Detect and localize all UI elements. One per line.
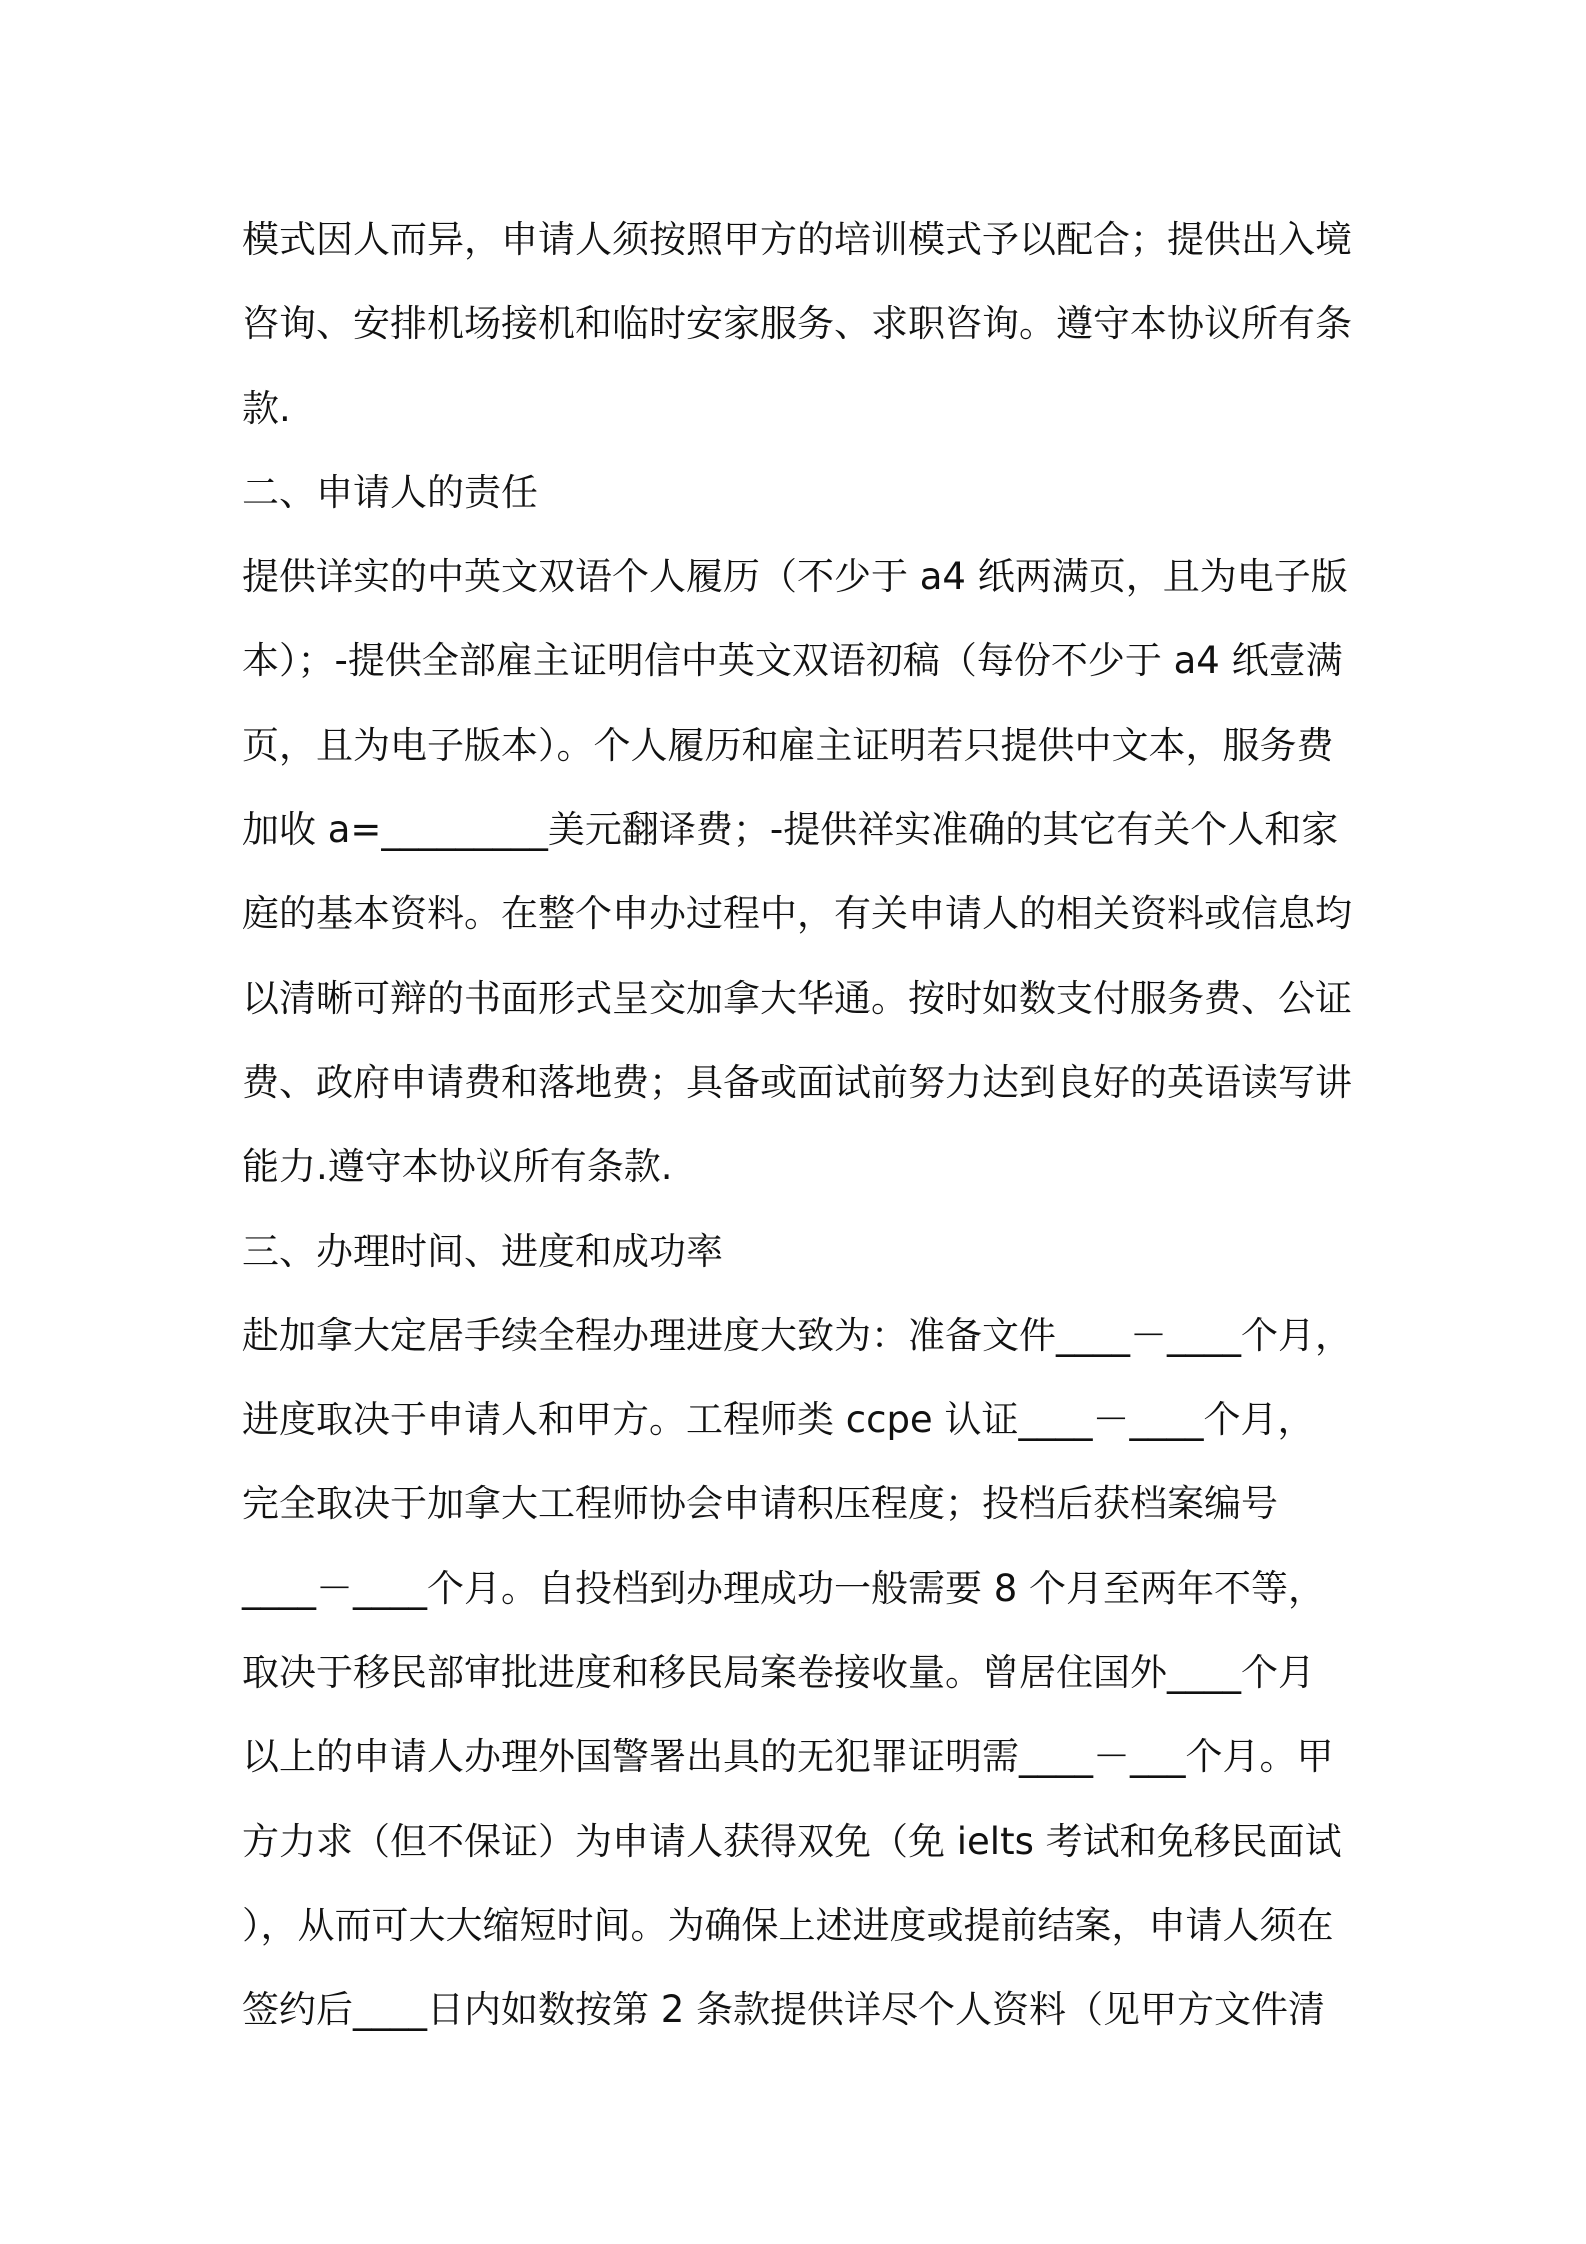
text-line: 加收 a=_________美元翻译费；-提供祥实准确的其它有关个人和家	[242, 808, 1339, 852]
text-line: 本）；-提供全部雇主证明信中英文双语初稿（每份不少于 a4 纸壹满	[242, 639, 1343, 683]
text-line: 取决于移民部审批进度和移民局案卷接收量。曾居住国外____个月	[242, 1651, 1315, 1695]
text-line: ____－____个月。自投档到办理成功一般需要 8 个月至两年不等，	[242, 1566, 1326, 1610]
text-line: 以清晰可辩的书面形式呈交加拿大华通。按时如数支付服务费、公证	[242, 976, 1352, 1020]
section-heading: 二、申请人的责任	[242, 470, 538, 514]
text-line: 咨询、安排机场接机和临时安家服务、求职咨询。遵守本协议所有条	[242, 302, 1352, 346]
text-line: 以上的申请人办理外国警署出具的无犯罪证明需____－___个月。甲	[242, 1735, 1334, 1779]
body-text	[242, 198, 1372, 2053]
text-line: 提供详实的中英文双语个人履历（不少于 a4 纸两满页，且为电子版	[242, 555, 1348, 599]
text-line: 庭的基本资料。在整个申办过程中，有关申请人的相关资料或信息均	[242, 892, 1352, 936]
section-heading: 三、办理时间、进度和成功率	[242, 1229, 723, 1273]
text-line: 方力求（但不保证）为申请人获得双免（免 ielts 考试和免移民面试	[242, 1819, 1342, 1863]
text-line: 页，且为电子版本）。个人履历和雇主证明若只提供中文本，服务费	[242, 723, 1334, 767]
text-line: 签约后____日内如数按第 2 条款提供详尽个人资料（见甲方文件清	[242, 1988, 1326, 2032]
text-line: 完全取决于加拿大工程师协会申请积压程度；投档后获档案编号	[242, 1482, 1278, 1526]
text-line: 费、政府申请费和落地费；具备或面试前努力达到良好的英语读写讲	[242, 1060, 1352, 1104]
text-line: ），从而可大大缩短时间。为确保上述进度或提前结案，申请人须在	[242, 1903, 1334, 1947]
text-line: 进度取决于申请人和甲方。工程师类 ccpe 认证____－____个月，	[242, 1398, 1315, 1442]
text-line: 赴加拿大定居手续全程办理进度大致为：准备文件____－____个月，	[242, 1313, 1352, 1357]
text-line: 模式因人而异，申请人须按照甲方的培训模式予以配合；提供出入境	[242, 218, 1352, 261]
text-line: 款.	[242, 386, 291, 430]
text-line: 能力.遵守本协议所有条款.	[242, 1145, 673, 1189]
